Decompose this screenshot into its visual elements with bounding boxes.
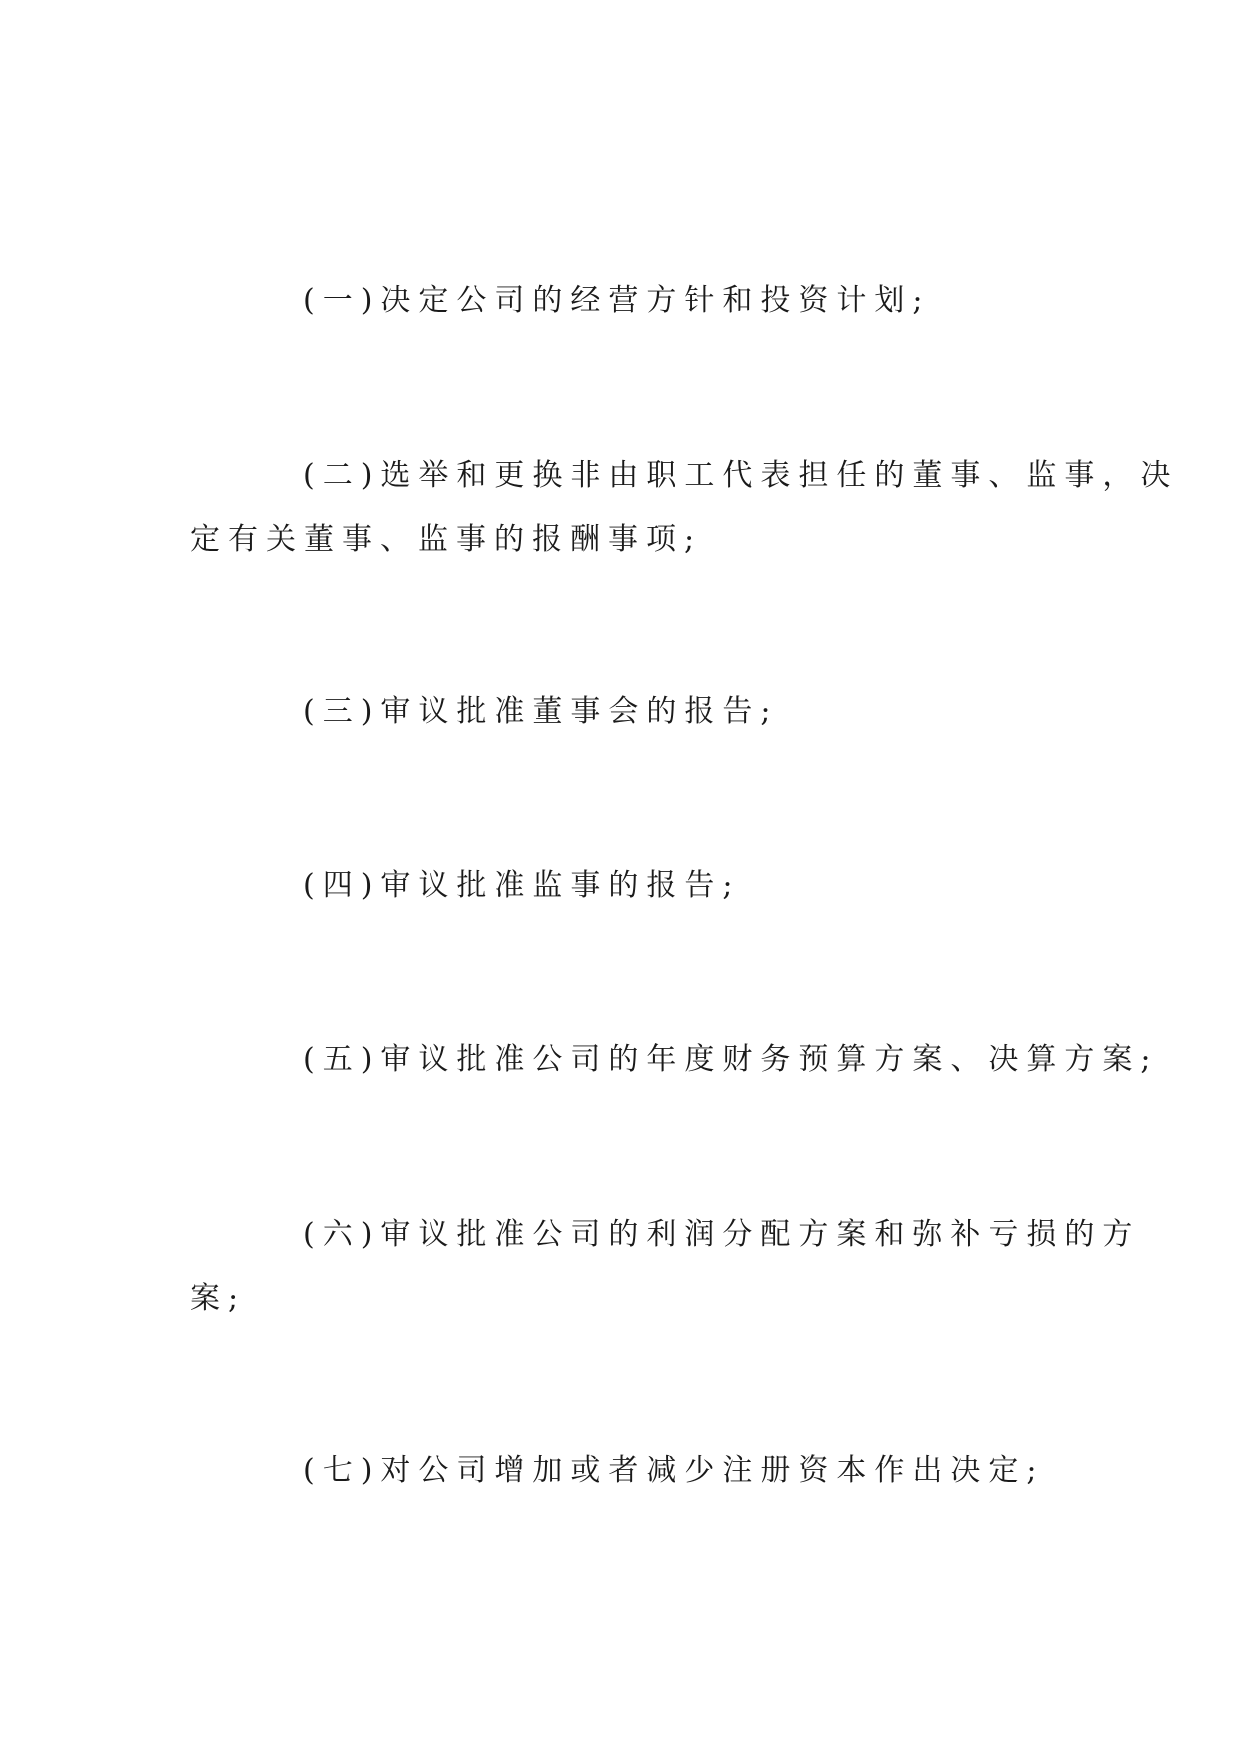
clause-line: (二)选举和更换非由职工代表担任的董事、监事，决 xyxy=(303,458,1179,493)
clause-line-continuation: 案; xyxy=(190,1281,247,1316)
clause-5 xyxy=(190,1042,1159,1077)
clause-1 xyxy=(190,283,1060,318)
clause-3 xyxy=(190,694,1060,729)
clause-4 xyxy=(190,868,1060,903)
clause-line: (四)审议批准监事的报告; xyxy=(303,868,741,903)
clause-line: (三)审议批准董事会的报告; xyxy=(303,694,779,729)
clause-line-continuation: 定有关董事、监事的报酬事项; xyxy=(190,522,703,557)
clause-6 xyxy=(190,1217,1141,1316)
clause-line: (七)对公司增加或者减少注册资本作出决定; xyxy=(303,1453,1045,1488)
clause-2 xyxy=(190,458,1179,557)
clause-line: (六)审议批准公司的利润分配方案和弥补亏损的方 xyxy=(303,1217,1141,1252)
clause-line: (五)审议批准公司的年度财务预算方案、决算方案; xyxy=(303,1042,1159,1077)
clause-7 xyxy=(190,1453,1060,1488)
clause-line: (一)决定公司的经营方针和投资计划; xyxy=(303,283,931,318)
